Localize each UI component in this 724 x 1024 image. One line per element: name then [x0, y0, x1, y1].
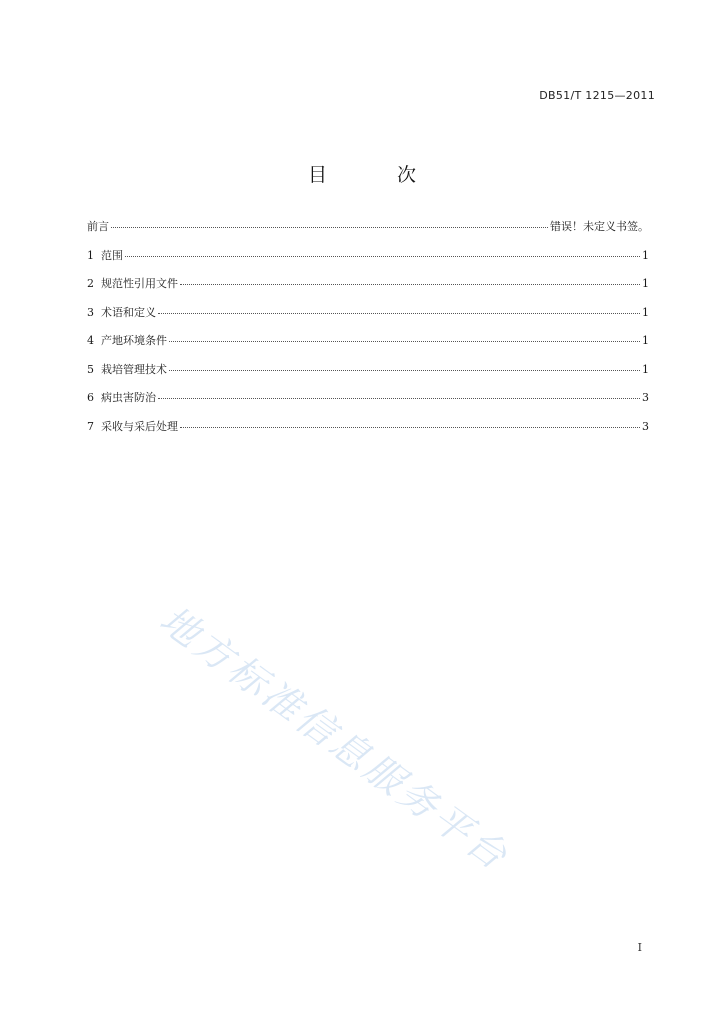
toc-entry-page: 3 — [642, 391, 649, 404]
toc-entry-number: 2 — [87, 277, 94, 290]
toc-entry-title: 规范性引用文件 — [101, 277, 178, 290]
toc-entry-number: 3 — [87, 305, 94, 319]
toc-entry-label — [87, 389, 156, 405]
toc-entry-label — [87, 418, 178, 434]
toc-entry-page: 1 — [642, 362, 649, 376]
toc-entry-harvest[interactable] — [87, 418, 649, 447]
toc-entry-label — [87, 304, 156, 320]
toc-title: 目 次 — [307, 164, 449, 186]
toc-entry-label — [87, 218, 109, 234]
toc-entry-cultivation[interactable] — [87, 361, 649, 390]
toc-entry-page: 1 — [642, 248, 649, 262]
toc-entry-number: 1 — [87, 248, 94, 262]
toc-leader-dots — [125, 256, 640, 257]
toc-leader-dots — [169, 370, 640, 371]
toc-leader-dots — [111, 227, 548, 228]
page-number: I — [637, 941, 642, 954]
toc-entry-normative-references[interactable] — [87, 275, 649, 304]
toc-leader-dots — [169, 341, 640, 342]
toc-leader-dots — [180, 284, 640, 285]
toc-entry-foreword[interactable] — [87, 218, 649, 247]
watermark: 地方标准信息服务平台 — [151, 597, 518, 880]
toc-entry-title: 范围 — [101, 248, 123, 262]
toc-entry-title: 前言 — [87, 220, 109, 233]
toc-entry-label — [87, 247, 123, 263]
toc-entry-number: 6 — [87, 391, 94, 404]
toc-entry-page: 1 — [642, 277, 649, 290]
toc-entry-number: 5 — [87, 362, 94, 376]
toc-entry-number: 7 — [87, 419, 94, 433]
toc-entry-environment[interactable] — [87, 332, 649, 361]
toc-entry-title: 病虫害防治 — [101, 391, 156, 404]
table-of-contents — [87, 218, 649, 446]
toc-entry-title: 产地环境条件 — [101, 334, 167, 347]
toc-entry-title: 栽培管理技术 — [101, 362, 167, 376]
document-code: DB51/T 1215—2011 — [539, 89, 655, 102]
toc-entry-number: 4 — [87, 334, 94, 347]
toc-leader-dots — [180, 427, 640, 428]
toc-leader-dots — [158, 313, 640, 314]
toc-entry-page: 1 — [642, 305, 649, 319]
toc-leader-dots — [158, 398, 640, 399]
toc-entry-label — [87, 361, 167, 377]
toc-entry-page: 错误！未定义书签。 — [550, 220, 649, 233]
toc-entry-scope[interactable] — [87, 247, 649, 276]
toc-entry-label — [87, 332, 167, 348]
toc-entry-page: 3 — [642, 419, 649, 433]
toc-entry-pest-control[interactable] — [87, 389, 649, 418]
toc-entry-terms[interactable] — [87, 304, 649, 333]
toc-entry-title: 采收与采后处理 — [101, 419, 178, 433]
toc-entry-page: 1 — [642, 334, 649, 347]
toc-entry-label — [87, 275, 178, 291]
toc-entry-title: 术语和定义 — [101, 305, 156, 319]
